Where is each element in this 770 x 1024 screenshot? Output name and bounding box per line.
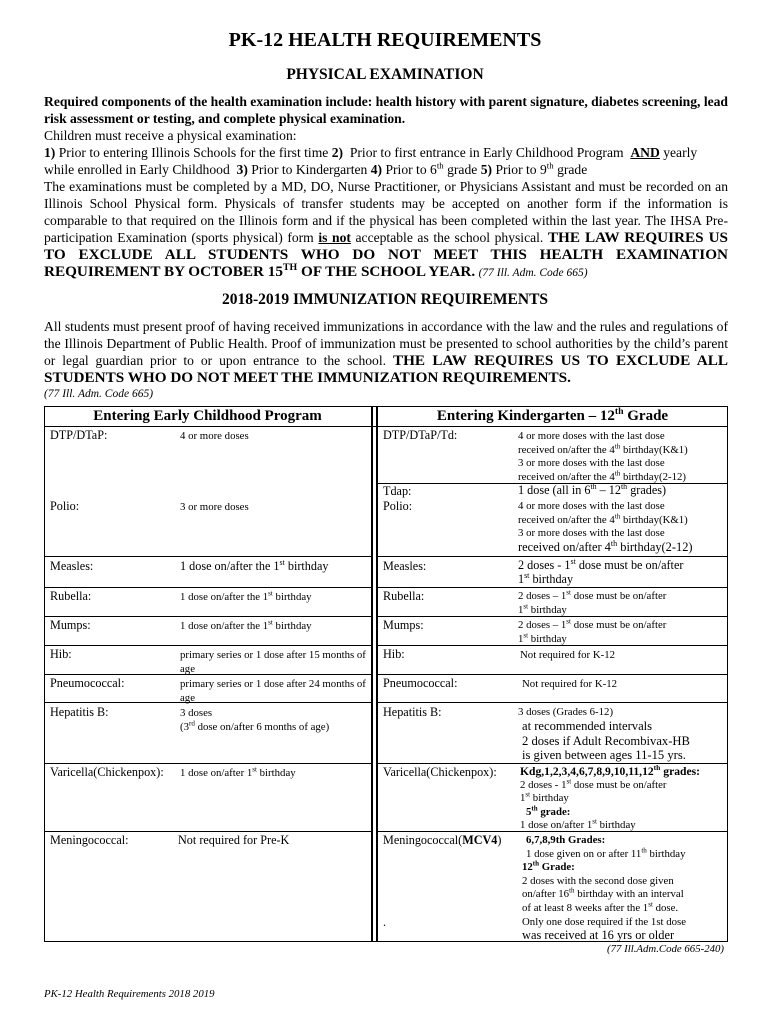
k12-varicella-name: Varicella(Chickenpox): [383, 765, 497, 779]
ec-mumps-requirement: 1 dose on/after the 1st birthday [180, 618, 312, 632]
k12-rubella-name: Rubella: [383, 589, 425, 603]
k12-polio-requirement: 4 or more doses with the last dose received on/after the 4th birthday(K&1) 3 or more doses with the last dose received on/after 4th birthday(2-12) [518, 500, 693, 554]
ec-varicella-name: Varicella(Chickenpox): [50, 765, 164, 779]
k12-mumps-requirement: 2 doses – 1st dose must be on/after 1st birthday [518, 617, 667, 645]
page-footer: PK-12 Health Requirements 2018 2019 [44, 988, 215, 1000]
k12-polio-name: Polio: [383, 499, 413, 513]
ec-rubella-name: Rubella: [50, 589, 92, 603]
physical-exam-section [44, 93, 728, 282]
k12-pneumococcal-requirement: Not required for K-12 [522, 678, 618, 690]
k12-meningococcal-name: Meningococcal(MCV4) [383, 833, 502, 847]
ec-hepatitis-b-requirement: 3 doses (3rd dose on/after 6 months of age) [180, 707, 330, 733]
exam-law-statement: THE LAW REQUIRES US TO EXCLUDE ALL STUDENTS WHO DO NOT MEET THIS HEALTH EXAMINATION REQUIREMENT BY OCTOBER 15TH OF THE SCHOOL YEAR. [44, 229, 729, 280]
k12-dtp-name: DTP/DTaP/Td: [383, 428, 458, 442]
must-receive-text: Children must receive a physical examination: [44, 128, 297, 143]
k12-dtp-requirement: 4 or more doses with the last dose received on/after the 4th birthday(K&1) 3 or more doses with the last dose received on/after the 4th birthday(2-12) [518, 430, 688, 483]
ec-pneumococcal-name: Pneumococcal: [50, 676, 125, 690]
ec-polio-requirement: 3 or more doses [180, 501, 249, 513]
early-childhood-column-header: Entering Early Childhood Program [93, 408, 322, 424]
ec-measles-name: Measles: [50, 559, 94, 573]
ec-meningococcal-name: Meningococcal: [50, 833, 129, 847]
k12-meningococcal-requirement: 6,7,8,9th Grades: 1 dose given on or after 11th birthday 12th Grade: 2 doses with the second dose given on/after 16th birthday with an interval of at least 8 weeks after the 1st dose. Only one dose required if the 1st dose was received at 16 yrs or older [522, 834, 687, 943]
page-title: PK-12 HEALTH REQUIREMENTS [228, 29, 542, 51]
table-code-citation: (77 Ill.Adm.Code 665-240) [607, 943, 724, 955]
immunization-code-citation: (77 Ill. Adm. Code 665) [44, 388, 154, 400]
k12-measles-requirement: 2 doses - 1st dose must be on/after 1st birthday [518, 556, 684, 586]
exam-timing-list: 1) Prior to entering Illinois Schools for the first time 2) Prior to first entrance in Early Childhood Program AND yearly while enrolled in Early Childhood 3) Prior to Kindergarten 4) Prior to 6th grade 5) Prior to 9th grade [44, 145, 698, 177]
ec-dtp-name: DTP/DTaP: [50, 428, 108, 442]
ec-polio-name: Polio: [50, 499, 80, 513]
k12-pneumococcal-name: Pneumococcal: [383, 676, 458, 690]
ec-hib-requirement: primary series or 1 dose after 15 months of age [180, 649, 366, 675]
ec-pneumococcal-requirement: primary series or 1 dose after 24 months of age [180, 678, 366, 704]
immunization-law-statement: THE LAW REQUIRES US TO EXCLUDE ALL STUDENTS WHO DO NOT MEET THE IMMUNIZATION REQUIREMENTS. [44, 352, 728, 386]
exam-code-citation: (77 Ill. Adm. Code 665) [478, 267, 588, 279]
ec-rubella-requirement: 1 dose on/after the 1st birthday [180, 589, 312, 603]
k12-hib-requirement: Not required for K-12 [520, 649, 616, 661]
k12-varicella-requirement: Kdg,1,2,3,4,6,7,8,9,10,11,12th grades: 2 doses - 1st dose must be on/after 1st birthday 5th grade: 1 dose on/after 1st birthday [520, 763, 700, 832]
k12-tdap-requirement: 1 dose (all in 6th – 12th grades) [518, 481, 667, 497]
components-statement: Required components of the health examination include: health history with parent signature, diabetes screening, lead risk assessment or testing, and complete physical examination. [44, 94, 728, 126]
k12-meningococcal-dot: . [383, 915, 387, 929]
ec-meningococcal-requirement: Not required for Pre-K [178, 833, 290, 847]
k12-hepatitis-b-name: Hepatitis B: [383, 705, 442, 719]
k12-measles-name: Measles: [383, 559, 427, 573]
k12-column-header: Entering Kindergarten – 12th Grade [436, 406, 669, 424]
immunization-paragraph: All students must present proof of having received immunizations in accordance with the law and the rules and regulations of the Illinois Department of Public Health. Proof of immunization must be presented to school authorities by the child’s parent or legal guardian prior to or upon entrance to the school. THE LAW REQUIRES US TO EXCLUDE ALL STUDENTS WHO DO NOT MEET THE IMMUNIZATION REQUIREMENTS. [44, 319, 728, 386]
k12-tdap-name: Tdap: [383, 484, 412, 498]
k12-hepatitis-b-requirement: 3 doses (Grades 6-12) at recommended intervals 2 doses if Adult Recombivax-HB is given between ages 11-15 yrs. [518, 706, 690, 763]
physical-exam-heading: PHYSICAL EXAMINATION [286, 66, 484, 83]
ec-dtp-requirement: 4 or more doses [180, 430, 249, 442]
ec-hepatitis-b-name: Hepatitis B: [50, 705, 109, 719]
k12-rubella-requirement: 2 doses – 1st dose must be on/after 1st birthday [518, 588, 667, 616]
ec-measles-requirement: 1 dose on/after the 1st birthday [180, 557, 329, 573]
immunization-section [44, 318, 728, 403]
immunization-heading: 2018-2019 IMMUNIZATION REQUIREMENTS [221, 291, 549, 308]
k12-hib-name: Hib: [383, 647, 405, 661]
ec-mumps-name: Mumps: [50, 618, 91, 632]
column-divider [371, 406, 373, 942]
ec-hib-name: Hib: [50, 647, 72, 661]
ec-varicella-requirement: 1 dose on/after 1st birthday [180, 765, 296, 779]
exam-requirements-paragraph: The examinations must be completed by a MD, DO, Nurse Practitioner, or Physicians Assistant and must be recorded on an Illinois School Physical form. Physicals of transfer students may be accepted on another form if the information is comparable to that required on the Illinois form and if the physical has been completed within the last year. The IHSA Pre-participation Examination (sports physical) form is not acceptable as the school physical. THE LAW REQUIRES US TO EXCLUDE ALL STUDENTS WHO DO NOT MEET THIS HEALTH EXAMINATION REQUIREMENT BY OCTOBER 15TH OF THE SCHOOL YEAR. (77 Ill. Adm. Code 665) [44, 179, 729, 280]
k12-mumps-name: Mumps: [383, 618, 424, 632]
